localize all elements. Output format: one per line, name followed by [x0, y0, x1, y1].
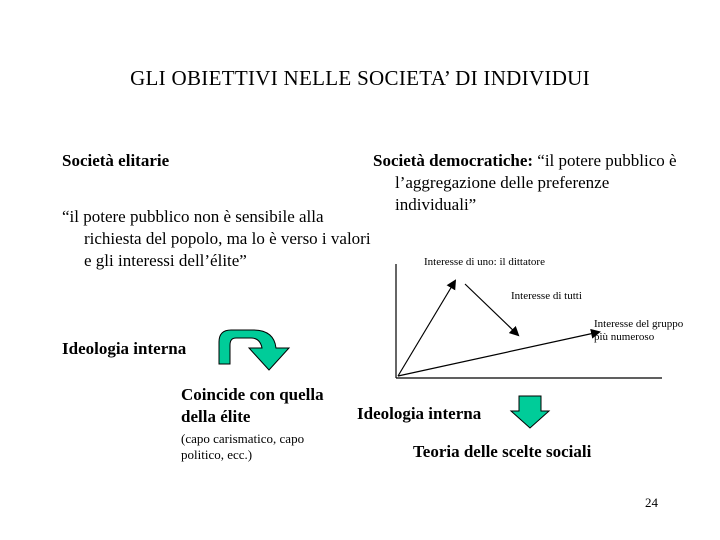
label-dictator-interest: Interesse di uno: il dittatore: [424, 256, 545, 268]
elite-quote: “il potere pubblico non è sensibile alla richiesta del popolo, ma lo è verso i valori e gli interessi dell’élite”: [62, 207, 371, 270]
leader-examples: (capo carismatico, capo politico, ecc.): [181, 431, 305, 462]
arrow-to-group: [398, 332, 599, 376]
democratic-heading-bold: Società democratiche:: [373, 151, 534, 170]
right-ideology-label: Ideologia interna: [357, 404, 482, 423]
elite-society-heading: Società elitarie: [62, 151, 170, 170]
label-group-interest: Interesse del gruppo più numeroso: [594, 318, 684, 343]
arrow-to-all: [465, 284, 518, 335]
label-all-interest: Interesse di tutti: [511, 290, 582, 302]
down-arrow-icon: [511, 396, 549, 428]
page-number: 24: [645, 495, 658, 510]
democratic-heading-quote: “il potere pubblico è l’aggregazione delle preferenze individuali”: [395, 151, 677, 214]
left-ideology-label: Ideologia interna: [62, 339, 187, 358]
arrow-to-dictator: [398, 281, 455, 376]
coincides-text: Coincide con quella della élite: [181, 385, 324, 426]
curved-arrow-icon: [219, 330, 289, 370]
social-choice-theory: Teoria delle scelte sociali: [413, 442, 592, 461]
slide-title: GLI OBIETTIVI NELLE SOCIETA’ DI INDIVIDUI: [130, 66, 590, 90]
